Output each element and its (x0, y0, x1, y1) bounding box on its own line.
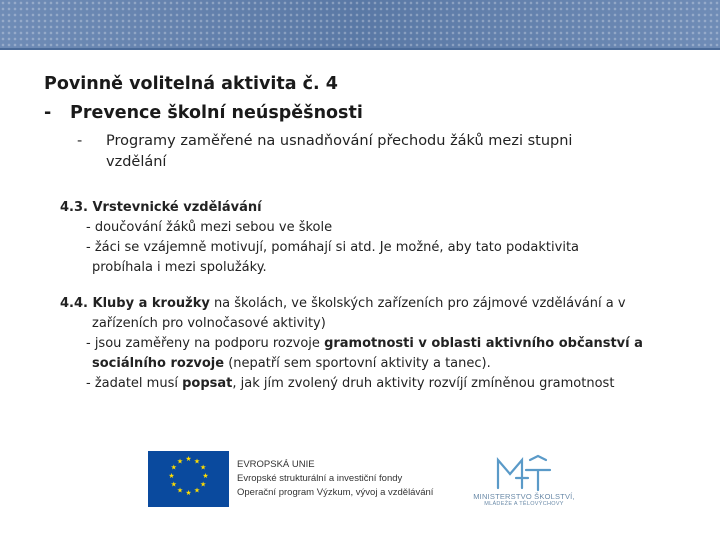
section-4-4-heading (60, 294, 690, 314)
svg-text:★: ★ (170, 480, 177, 489)
item-1-prefix: - jsou zaměřeny na podporu rozvoje (86, 336, 325, 351)
svg-text:★: ★ (170, 463, 177, 472)
svg-text:★: ★ (202, 472, 209, 480)
eu-line-2: Evropské strukturální a investiční fondy (237, 473, 403, 484)
item-2-bold: popsat (182, 376, 233, 391)
item-1-rest: (nepatří sem sportovní aktivity a tanec). (224, 356, 491, 371)
svg-text:★: ★ (185, 489, 192, 497)
section-4-4-item-2 (60, 374, 690, 394)
svg-text:★: ★ (176, 486, 184, 495)
section-4-4 (60, 294, 690, 394)
header-band (0, 0, 720, 48)
svg-text:★: ★ (176, 457, 184, 466)
section-4-3-line-1: - doučování žáků mezi sebou ve škole (86, 220, 333, 235)
msmt-logo-mark-icon (472, 452, 576, 492)
item-2-rest: , jak jím zvolený druh aktivity rozvíjí zmíněnou gramotnost (232, 376, 615, 391)
section-4-4-heading-line-2: zařízeních pro volnočasové aktivity) (92, 316, 326, 331)
svg-text:★: ★ (193, 457, 201, 466)
eu-line-3: Operační program Výzkum, vývoj a vzdělávání (237, 487, 434, 498)
header-band-edge (0, 48, 720, 50)
msmt-caption-line-1: MINISTERSTVO ŠKOLSTVÍ, (473, 492, 575, 501)
msmt-caption (472, 492, 576, 507)
item-1-bold: gramotnosti v oblasti aktivního občanství a (324, 336, 643, 351)
slide-subtitle (44, 103, 363, 123)
section-4-4-heading-bold: 4.4. Kluby a kroužky (60, 296, 210, 311)
section-4-3-line-2: - žáci se vzájemně motivují, pomáhají si atd. Je možné, aby tato podaktivita (86, 240, 580, 255)
subtitle-dash: - (44, 103, 52, 123)
section-4-3-line-3: probíhala i mezi spolužáky. (92, 260, 267, 275)
item-1-bold-2: sociálního rozvoje (92, 356, 225, 371)
svg-text:★: ★ (200, 480, 207, 489)
eu-line-1: EVROPSKÁ UNIE (237, 459, 315, 470)
item-2-prefix: - žadatel musí (86, 376, 183, 391)
bullet-line-1: Programy zaměřené na usnadňování přechodu žáků mezi stupni (106, 133, 573, 149)
section-4-4-heading-rest: na školách, ve školských zařízeních pro zájmové vzdělávání a v (209, 296, 626, 311)
program-bullet (77, 131, 637, 173)
slide-title: Povinně volitelná aktivita č. 4 (44, 74, 338, 94)
eu-stars-icon (148, 451, 229, 507)
svg-text:★: ★ (193, 486, 201, 495)
bullet-line-2: vzdělání (106, 154, 167, 170)
msmt-caption-line-2: MLÁDEŽE A TĚLOVÝCHOVY (484, 501, 564, 507)
svg-text:★: ★ (185, 455, 192, 463)
section-4-3-heading: 4.3. Vrstevnické vzdělávání (60, 200, 262, 215)
bullet-dash: - (77, 133, 83, 149)
eu-program-text (237, 458, 433, 500)
section-4-4-item-1 (60, 334, 690, 354)
eu-flag-logo (148, 451, 229, 507)
section-4-4-item-1-cont (60, 354, 690, 374)
svg-text:★: ★ (168, 472, 175, 480)
svg-text:★: ★ (200, 463, 207, 472)
section-4-3 (60, 198, 690, 278)
subtitle-text: Prevence školní neúspěšnosti (70, 103, 363, 123)
